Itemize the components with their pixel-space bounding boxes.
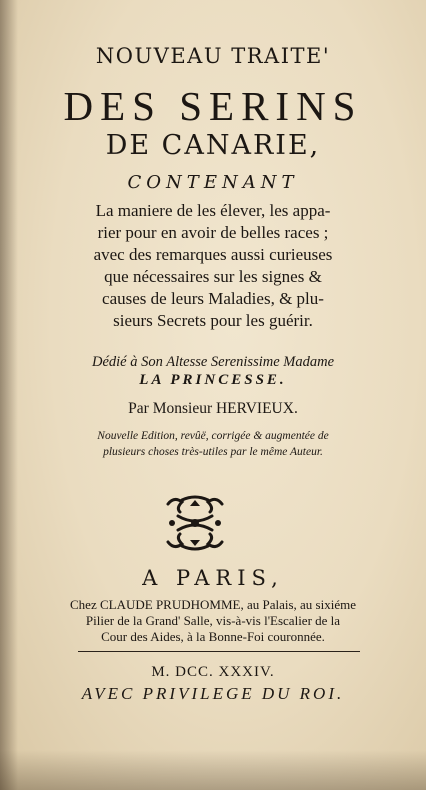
year-line: M. DCC. XXXIV. [151, 664, 275, 680]
privilege-line: AVEC PRIVILEGE DU ROI. [81, 684, 345, 703]
description-block [0, 200, 426, 332]
publisher-block [0, 597, 426, 645]
author-line: Par Monsieur HERVIEUX. [128, 400, 298, 417]
publisher-line: Pilier de la Grand' Salle, vis-à-vis l'Escalier de la [85, 613, 341, 628]
title-line-2: DES SERINS [63, 83, 363, 129]
edition-line-1: Nouvelle Edition, revûë, corrigée & augmentée de [97, 430, 329, 442]
divider-rule [78, 651, 360, 652]
contenant-heading: CONTENANT [127, 172, 299, 193]
title-line-3: DE CANARIE, [105, 130, 321, 161]
dedication-line-2: LA PRINCESSE. [139, 372, 287, 388]
publisher-line: Cour des Aides, à la Bonne-Foi couronnée. [101, 629, 325, 644]
description-line: avec des remarques aussi curieuses [93, 245, 333, 264]
page-bottom-shadow [0, 750, 426, 790]
description-line: causes de leurs Maladies, & plu- [102, 289, 324, 308]
place-line: A PARIS, [142, 566, 284, 590]
fleuron-ornament-icon [160, 492, 230, 554]
edition-note [0, 428, 426, 460]
title-line-1: NOUVEAU TRAITE' [95, 44, 331, 68]
description-line: rier pour en avoir de belles races ; [97, 223, 329, 242]
publisher-line: Chez CLAUDE PRUDHOMME, au Palais, au sixiéme [70, 597, 356, 612]
description-line: La maniere de les élever, les appa- [95, 201, 331, 220]
description-line: sieurs Secrets pour les guérir. [113, 311, 313, 330]
description-line: que nécessaires sur les signes & [104, 267, 322, 286]
edition-line-2: plusieurs choses très-utiles par le même Auteur. [103, 446, 323, 458]
dedication-line-1: Dédié à Son Altesse Serenissime Madame [91, 354, 335, 370]
